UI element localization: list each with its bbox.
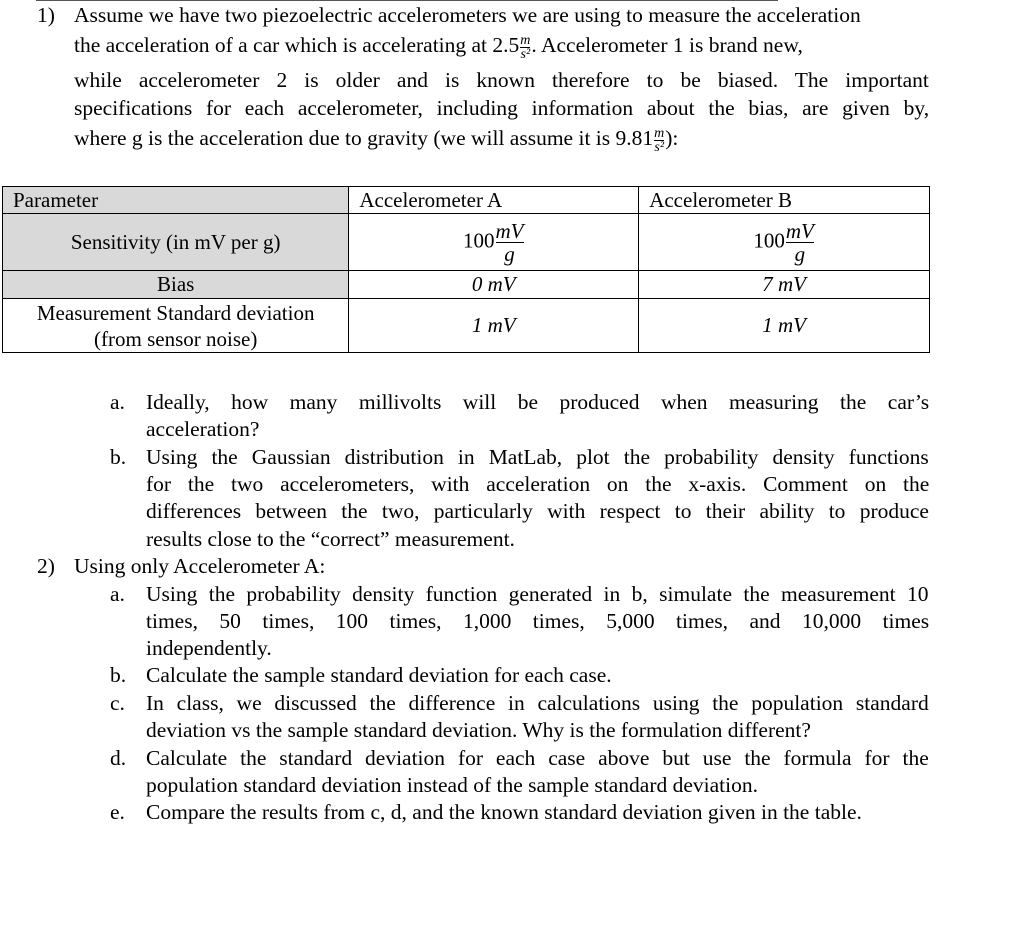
q1-line-2: the acceleration of a car which is accelerating at 2.5 $\frac{m}{\text{s²}}$ . Accelerometer 1 is brand new,	[74, 32, 803, 62]
part-text-line: results close to the “correct” measurement.	[146, 527, 515, 551]
std-dev-a: 1 mV	[349, 299, 639, 353]
sensitivity-fraction: $\frac{mV}{g}$	[495, 218, 524, 266]
part-text-line: Calculate the sample standard deviation for each case.	[146, 663, 612, 687]
bias-a: 0 mV	[349, 271, 639, 299]
param-std-dev: Measurement Standard deviation (from sensor noise)	[3, 299, 349, 353]
part-label: d.	[110, 746, 127, 770]
part-text-line: In class, we discussed the difference in calculations using the population standard	[146, 691, 929, 715]
part-text-line: deviation vs the sample standard deviation. Why is the formulation different?	[146, 718, 811, 742]
question-2-text: Using only Accelerometer A:	[74, 554, 326, 578]
table-row	[3, 299, 930, 353]
part-text-line: Using the Gaussian distribution in MatLab, plot the probability density functions	[146, 445, 929, 469]
q1-line-3: while accelerometer 2 is older and is known therefore to be biased. The important	[74, 68, 929, 92]
q1-line-4: specifications for each accelerometer, including information about the bias, are given by,	[74, 96, 930, 120]
part-text-line: Using the probability density function generated in b, simulate the measurement 10	[146, 582, 929, 606]
param-bias: Bias	[3, 271, 349, 299]
specs-table	[2, 186, 930, 353]
table-row	[3, 271, 930, 299]
table-row	[3, 214, 930, 271]
part-label: a.	[110, 582, 125, 606]
part-text-line: for the two accelerometers, with acceleration on the x-axis. Comment on the	[146, 472, 930, 496]
part-text-line: differences between the two, particularly with respect to their ability to produce	[146, 499, 929, 523]
sensitivity-a: 100 $\frac{mV}{g}$	[349, 214, 639, 271]
param-sensitivity: Sensitivity (in mV per g)	[3, 214, 349, 271]
header-accelerometer-b: Accelerometer B	[639, 187, 930, 214]
part-text-line: population standard deviation instead of the sample standard deviation.	[146, 773, 758, 797]
part-label: a.	[110, 390, 125, 414]
part-text-line: Compare the results from c, d, and the known standard deviation given in the table.	[146, 800, 862, 824]
part-label: e.	[110, 800, 125, 824]
part-text-line: Calculate the standard deviation for each case above but use the formula for the	[146, 746, 929, 770]
sensitivity-fraction: $\frac{mV}{g}$	[785, 218, 814, 266]
q1-line-1: Assume we have two piezoelectric accelerometers we are using to measure the acceleration	[74, 3, 861, 27]
question-1-number: 1)	[37, 3, 55, 27]
part-label: c.	[110, 691, 125, 715]
std-dev-b: 1 mV	[639, 299, 930, 353]
table-header-row	[3, 187, 930, 214]
header-accelerometer-a: Accelerometer A	[349, 187, 639, 214]
question-2-number: 2)	[37, 554, 55, 578]
sensitivity-b: 100 $\frac{mV}{g}$	[639, 214, 930, 271]
top-rule	[36, 0, 778, 1]
part-text-line: acceleration?	[146, 417, 260, 441]
q1-line-5: where g is the acceleration due to gravity (we will assume it is 9.81 $\frac{m}{\text{s²}}$ ):	[74, 125, 679, 155]
bias-b: 7 mV	[639, 271, 930, 299]
part-label: b.	[110, 445, 127, 469]
part-label: b.	[110, 663, 127, 687]
unit-fraction: $\frac{m}{\text{s²}}$	[654, 125, 665, 155]
part-text-line: times, 50 times, 100 times, 1,000 times, 5,000 times, and 10,000 times	[146, 609, 930, 633]
header-parameter: Parameter	[3, 187, 349, 214]
part-text-line: independently.	[146, 636, 272, 660]
part-text-line: Ideally, how many millivolts will be produced when measuring the car’s	[146, 390, 930, 414]
unit-fraction: $\frac{m}{\text{s²}}$	[520, 32, 531, 62]
